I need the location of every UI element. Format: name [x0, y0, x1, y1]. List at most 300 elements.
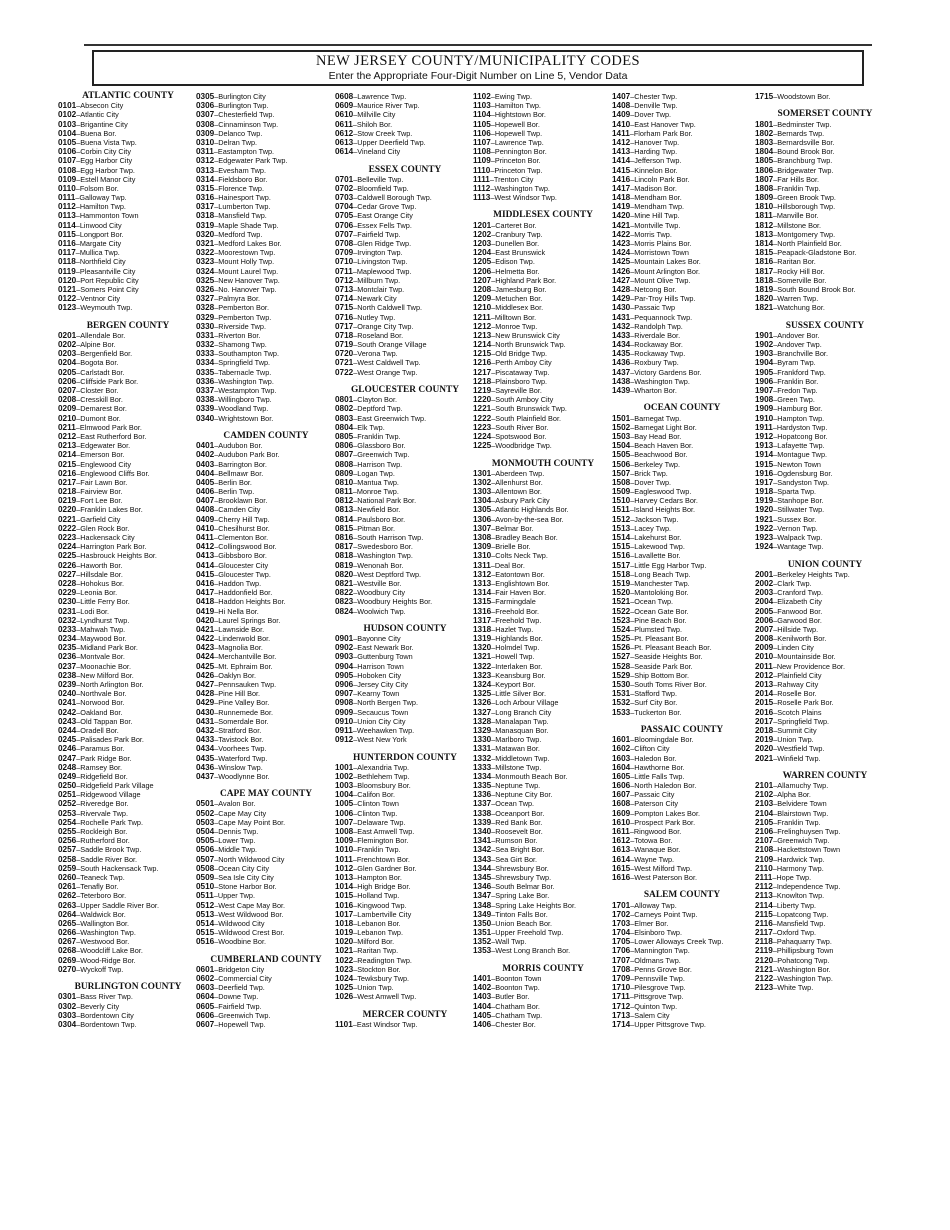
- code-separator: –: [630, 698, 635, 708]
- code-separator: –: [76, 716, 81, 726]
- municipality-entry: [58, 110, 198, 119]
- municipality-name: Wildwood City: [218, 918, 265, 928]
- municipality-name: Fair Haven Bor.: [495, 588, 546, 598]
- municipality-entry: [335, 349, 475, 358]
- municipality-code: 0253: [58, 808, 77, 818]
- municipality-entry: [473, 313, 613, 322]
- code-separator: –: [214, 229, 219, 239]
- code-separator: –: [214, 771, 219, 781]
- code-separator: –: [353, 220, 358, 230]
- code-separator: –: [353, 330, 358, 340]
- code-columns: [58, 92, 938, 1212]
- municipality-code: 1002: [335, 771, 354, 781]
- municipality-entry: [612, 919, 752, 928]
- municipality-entry: [58, 515, 198, 524]
- municipality-entry: [473, 607, 613, 616]
- municipality-entry: [58, 368, 198, 377]
- municipality-code: 1820: [755, 294, 774, 304]
- municipality-entry: [473, 937, 613, 946]
- code-separator: –: [214, 716, 219, 726]
- code-separator: –: [773, 183, 778, 193]
- municipality-code: 1327: [473, 707, 492, 717]
- municipality-code: 1406: [473, 1019, 492, 1029]
- municipality-entry: [473, 129, 613, 138]
- municipality-name: Pine Hill Bor.: [218, 689, 261, 699]
- municipality-entry: [196, 202, 336, 211]
- municipality-code: 1413: [612, 147, 631, 157]
- code-separator: –: [630, 202, 635, 212]
- municipality-name: Passaic City: [634, 790, 675, 800]
- municipality-entry: [335, 211, 475, 220]
- code-separator: –: [773, 477, 778, 487]
- municipality-entry: [335, 992, 475, 1001]
- code-separator: –: [214, 183, 219, 193]
- municipality-entry: [196, 652, 336, 661]
- code-separator: –: [353, 275, 358, 285]
- code-separator: –: [76, 441, 81, 451]
- municipality-name: Far Hills Bor.: [777, 174, 820, 184]
- municipality-name: Deal Bor.: [494, 560, 525, 570]
- municipality-code: 2107: [755, 836, 774, 846]
- municipality-name: West Windsor Twp.: [494, 193, 557, 203]
- code-separator: –: [773, 431, 778, 441]
- municipality-name: Cranbury Twp.: [495, 229, 543, 239]
- municipality-entry: [196, 129, 336, 138]
- municipality-name: Brielle Bor.: [495, 542, 531, 552]
- municipality-entry: [473, 138, 613, 147]
- municipality-entry: [612, 836, 752, 845]
- municipality-name: Bridgewater Twp.: [777, 165, 834, 175]
- code-separator: –: [214, 239, 219, 248]
- municipality-entry: [612, 248, 752, 257]
- municipality-code: 0251: [58, 790, 77, 800]
- municipality-name: Willingboro Twp.: [218, 395, 272, 405]
- municipality-code: 0258: [58, 854, 77, 864]
- code-separator: –: [630, 229, 635, 239]
- municipality-entry: [196, 110, 336, 119]
- municipality-name: Manville Bor.: [776, 211, 819, 221]
- code-separator: –: [773, 569, 778, 579]
- municipality-code: 0101: [58, 101, 77, 111]
- code-separator: –: [773, 404, 778, 414]
- code-separator: –: [214, 303, 219, 313]
- municipality-name: Rockaway Twp.: [634, 349, 686, 359]
- code-separator: –: [773, 670, 778, 680]
- page-subtitle: Enter the Appropriate Four-Digit Number on Line 5, Vendor Data: [328, 70, 628, 82]
- code-separator: –: [353, 771, 358, 781]
- code-separator: –: [76, 128, 81, 138]
- municipality-name: Clementon Bor.: [217, 533, 269, 542]
- municipality-code: 2008: [755, 634, 774, 644]
- code-separator: –: [353, 735, 358, 745]
- municipality-code: 2013: [755, 680, 774, 689]
- code-separator: –: [630, 817, 635, 827]
- municipality-code: 2119: [755, 946, 773, 956]
- municipality-code: 0323: [196, 257, 215, 267]
- municipality-code: 1436: [612, 358, 631, 368]
- code-separator: –: [773, 358, 778, 368]
- municipality-name: Allentown Bor.: [495, 487, 542, 497]
- municipality-entry: [755, 708, 895, 717]
- municipality-entry: [196, 551, 336, 560]
- code-separator: –: [353, 101, 358, 111]
- code-separator: –: [76, 845, 81, 855]
- municipality-code: 1435: [612, 349, 631, 359]
- municipality-code: 0229: [58, 588, 77, 598]
- municipality-code: 0260: [58, 872, 77, 882]
- code-separator: –: [353, 349, 358, 359]
- municipality-code: 0710: [335, 257, 354, 267]
- municipality-code: 0305: [196, 92, 215, 101]
- municipality-name: Pequannock Twp.: [634, 312, 693, 322]
- municipality-entry: [473, 671, 613, 680]
- code-separator: –: [491, 303, 496, 313]
- code-separator: –: [773, 680, 778, 689]
- municipality-entry: [335, 561, 475, 570]
- municipality-code: 0611: [335, 119, 353, 129]
- municipality-name: Weymouth Twp.: [80, 303, 133, 313]
- municipality-name: Sea Bright Bor.: [495, 845, 545, 855]
- municipality-entry: [473, 836, 613, 845]
- municipality-code: 1425: [612, 257, 631, 267]
- code-separator: –: [353, 891, 358, 901]
- code-separator: –: [630, 799, 635, 809]
- municipality-entry: [612, 175, 752, 184]
- municipality-entry: [612, 460, 752, 469]
- municipality-entry: [58, 891, 198, 900]
- municipality-entry: [335, 138, 475, 147]
- municipality-code: 1523: [612, 615, 631, 625]
- municipality-code: 2114: [755, 900, 773, 910]
- municipality-entry: [755, 873, 895, 882]
- municipality-entry: [58, 818, 198, 827]
- municipality-entry: [612, 744, 752, 753]
- municipality-code: 0256: [58, 836, 77, 846]
- municipality-entry: [58, 184, 198, 193]
- municipality-code: 0311: [196, 147, 214, 157]
- county-heading: ESSEX COUNTY: [368, 164, 442, 175]
- code-separator: –: [75, 239, 80, 248]
- municipality-code: 1803: [755, 137, 774, 147]
- municipality-name: Franklin Twp.: [357, 845, 401, 855]
- code-separator: –: [76, 725, 81, 735]
- municipality-entry: [58, 478, 198, 487]
- code-separator: –: [773, 303, 778, 313]
- municipality-entry: [58, 919, 198, 928]
- municipality-name: Hope Twp.: [776, 872, 812, 882]
- code-separator: –: [773, 827, 778, 836]
- municipality-entry: [473, 221, 613, 230]
- municipality-code: 1328: [473, 716, 492, 726]
- municipality-name: Frankford Twp.: [777, 367, 826, 377]
- code-separator: –: [76, 680, 81, 689]
- municipality-code: 1714: [612, 1019, 631, 1029]
- municipality-name: Riverton Bor.: [218, 330, 261, 340]
- municipality-entry: [58, 928, 198, 937]
- municipality-code: 0701: [335, 174, 354, 184]
- municipality-entry: [335, 147, 475, 156]
- municipality-name: Stow Creek Twp.: [357, 128, 413, 138]
- municipality-entry: [473, 992, 613, 1001]
- code-separator: –: [773, 523, 778, 533]
- municipality-code: 0513: [196, 909, 215, 919]
- municipality-code: 0606: [196, 1010, 215, 1020]
- municipality-name: Westampton Twp.: [218, 386, 277, 395]
- municipality-entry: [473, 735, 613, 744]
- municipality-entry: [196, 708, 336, 717]
- municipality-entry: [755, 193, 895, 202]
- municipality-entry: [755, 147, 895, 156]
- code-separator: –: [630, 533, 635, 542]
- municipality-code: 1319: [473, 634, 492, 644]
- municipality-code: 0239: [58, 680, 77, 689]
- municipality-code: 0315: [196, 183, 215, 193]
- municipality-name: Lakewood Twp.: [634, 542, 685, 552]
- municipality-name: Haworth Bor.: [80, 560, 123, 570]
- code-separator: –: [630, 624, 635, 634]
- municipality-entry: [612, 496, 752, 505]
- municipality-name: Bellmawr Bor.: [218, 468, 264, 478]
- code-separator: –: [491, 689, 496, 699]
- municipality-entry: [335, 101, 475, 110]
- municipality-code: 0216: [58, 468, 77, 478]
- municipality-name: Chesterfield Twp.: [218, 110, 275, 120]
- municipality-code: 1104: [473, 110, 491, 120]
- code-separator: –: [630, 174, 635, 184]
- municipality-code: 2018: [755, 725, 774, 735]
- municipality-name: Shamong Twp.: [218, 340, 267, 350]
- code-separator: –: [773, 349, 778, 359]
- municipality-name: Metuchen Bor.: [495, 294, 543, 304]
- municipality-code: 0335: [196, 367, 215, 377]
- code-separator: –: [353, 560, 358, 570]
- municipality-entry: [335, 790, 475, 799]
- municipality-entry: [755, 166, 895, 175]
- code-separator: –: [773, 624, 778, 634]
- municipality-code: 1527: [612, 652, 631, 662]
- municipality-name: Middle Twp.: [218, 845, 258, 855]
- code-separator: –: [490, 193, 495, 203]
- municipality-entry: [58, 763, 198, 772]
- municipality-entry: [58, 937, 198, 946]
- municipality-entry: [755, 414, 895, 423]
- municipality-code: 1341: [473, 836, 492, 846]
- municipality-name: Southampton Twp.: [218, 349, 279, 359]
- municipality-entry: [58, 625, 198, 634]
- code-separator: –: [630, 183, 635, 193]
- municipality-name: Union Twp.: [357, 983, 394, 993]
- municipality-name: Mansfield Twp.: [218, 211, 267, 221]
- code-separator: –: [75, 202, 80, 212]
- municipality-code: 1533: [612, 707, 631, 717]
- municipality-code: 1312: [473, 569, 492, 579]
- municipality-entry: [755, 956, 895, 965]
- code-separator: –: [491, 900, 496, 910]
- municipality-entry: [473, 239, 613, 248]
- code-separator: –: [214, 523, 219, 533]
- code-separator: –: [76, 964, 81, 974]
- municipality-entry: [196, 726, 336, 735]
- municipality-entry: [612, 634, 752, 643]
- code-separator: –: [491, 505, 496, 515]
- municipality-code: 1026: [335, 992, 354, 1002]
- municipality-code: 0910: [335, 716, 354, 726]
- municipality-name: North Arlington Bor.: [80, 680, 144, 689]
- municipality-entry: [58, 790, 198, 799]
- municipality-code: 0201: [58, 330, 77, 340]
- municipality-name: Long Branch City: [495, 707, 552, 717]
- municipality-code: 0720: [335, 349, 354, 359]
- municipality-entry: [196, 175, 336, 184]
- municipality-name: Atlantic City: [80, 110, 119, 120]
- municipality-entry: [58, 965, 198, 974]
- municipality-entry: [612, 754, 752, 763]
- municipality-name: Audubon Bor.: [218, 441, 263, 451]
- municipality-entry: [335, 184, 475, 193]
- municipality-name: Wharton Bor.: [634, 386, 677, 395]
- municipality-name: Gibbsboro Bor.: [218, 551, 267, 561]
- code-separator: –: [491, 1019, 496, 1029]
- municipality-entry: [755, 864, 895, 873]
- municipality-name: Corbin City City: [80, 147, 131, 157]
- municipality-code: 0318: [196, 211, 215, 221]
- municipality-code: 1437: [612, 367, 631, 377]
- code-separator: –: [214, 1019, 219, 1029]
- municipality-entry: [755, 901, 895, 910]
- municipality-code: 0802: [335, 404, 354, 414]
- municipality-code: 1918: [755, 487, 774, 497]
- municipality-entry: [196, 533, 336, 542]
- code-separator: –: [630, 955, 635, 965]
- municipality-name: Salem City: [634, 1010, 670, 1020]
- municipality-entry: [196, 487, 336, 496]
- code-separator: –: [491, 928, 496, 938]
- municipality-entry: [196, 386, 336, 395]
- code-separator: –: [214, 643, 219, 653]
- code-separator: –: [773, 340, 778, 350]
- municipality-entry: [58, 294, 198, 303]
- municipality-code: 0602: [196, 974, 215, 983]
- municipality-name: Haledon Bor.: [634, 753, 677, 763]
- municipality-code: 1915: [755, 459, 774, 469]
- municipality-code: 1405: [473, 1010, 492, 1020]
- municipality-entry: [473, 680, 613, 689]
- municipality-entry: [755, 588, 895, 597]
- code-separator: –: [630, 358, 635, 368]
- municipality-code: 1704: [612, 928, 631, 938]
- municipality-code: 1711: [612, 992, 630, 1002]
- code-separator: –: [214, 762, 219, 772]
- municipality-entry: [58, 450, 198, 459]
- municipality-code: 1325: [473, 689, 492, 699]
- municipality-entry: [612, 946, 752, 955]
- code-separator: –: [353, 514, 358, 524]
- municipality-code: 1518: [612, 569, 631, 579]
- municipality-code: 0803: [335, 413, 354, 423]
- municipality-code: 2014: [755, 689, 774, 699]
- municipality-name: West Milford Twp.: [634, 863, 692, 873]
- municipality-code: 0416: [196, 578, 215, 588]
- municipality-name: Belmar Bor.: [495, 523, 534, 533]
- municipality-entry: [196, 882, 336, 891]
- municipality-name: Vineland City: [357, 147, 401, 157]
- municipality-code: 2016: [755, 707, 774, 717]
- county-heading: MONMOUTH COUNTY: [491, 458, 595, 469]
- code-separator: –: [773, 542, 778, 552]
- municipality-code: 0905: [335, 670, 354, 680]
- code-separator: –: [491, 652, 496, 662]
- municipality-code: 0212: [58, 431, 77, 441]
- municipality-name: Edgewater Park Twp.: [218, 156, 288, 166]
- code-separator: –: [773, 275, 778, 285]
- municipality-entry: [755, 478, 895, 487]
- code-separator: –: [630, 431, 635, 441]
- code-separator: –: [353, 634, 358, 644]
- code-separator: –: [352, 119, 357, 129]
- code-separator: –: [630, 753, 635, 763]
- municipality-entry: [196, 505, 336, 514]
- municipality-name: Prospect Park Bor.: [634, 817, 696, 827]
- municipality-code: 0236: [58, 652, 77, 662]
- municipality-entry: [196, 754, 336, 763]
- municipality-code: 1109: [473, 156, 491, 166]
- municipality-entry: [473, 432, 613, 441]
- municipality-code: 0313: [196, 165, 215, 175]
- code-separator: –: [353, 964, 358, 974]
- code-separator: –: [76, 468, 81, 478]
- code-separator: –: [214, 312, 219, 322]
- municipality-name: Pilesgrove Twp.: [634, 983, 686, 993]
- code-separator: –: [353, 358, 358, 368]
- municipality-code: 2002: [755, 578, 774, 588]
- code-separator: –: [76, 615, 81, 625]
- code-separator: –: [773, 229, 778, 239]
- code-separator: –: [214, 441, 219, 451]
- municipality-entry: [335, 698, 475, 707]
- municipality-name: Tabernacle Twp.: [218, 367, 272, 377]
- code-separator: –: [76, 349, 81, 359]
- municipality-entry: [58, 726, 198, 735]
- municipality-entry: [58, 542, 198, 551]
- municipality-entry: [196, 928, 336, 937]
- municipality-entry: [612, 487, 752, 496]
- municipality-name: Totowa Bor.: [634, 836, 673, 846]
- municipality-code: 0223: [58, 533, 77, 542]
- municipality-name: Sayreville Bor.: [495, 386, 542, 395]
- code-separator: –: [491, 239, 496, 248]
- municipality-entry: [58, 698, 198, 707]
- municipality-name: Netcong Bor.: [634, 284, 677, 294]
- municipality-entry: [473, 542, 613, 551]
- municipality-name: Hamilton Twp.: [79, 202, 126, 212]
- code-separator: –: [491, 817, 496, 827]
- municipality-code: 1526: [612, 643, 631, 653]
- municipality-code: 1333: [473, 762, 492, 772]
- municipality-entry: [473, 533, 613, 542]
- code-separator: –: [630, 1010, 635, 1020]
- code-separator: –: [353, 909, 358, 919]
- municipality-name: Rivervale Twp.: [80, 808, 128, 818]
- municipality-entry: [335, 221, 475, 230]
- municipality-code: 0204: [58, 358, 77, 368]
- municipality-name: Wyckoff Twp.: [80, 964, 124, 974]
- municipality-name: Saddle Brook Twp.: [80, 845, 142, 855]
- code-separator: –: [630, 983, 635, 993]
- municipality-entry: [473, 230, 613, 239]
- code-separator: –: [76, 431, 81, 441]
- municipality-entry: [58, 487, 198, 496]
- municipality-code: 1004: [335, 790, 354, 800]
